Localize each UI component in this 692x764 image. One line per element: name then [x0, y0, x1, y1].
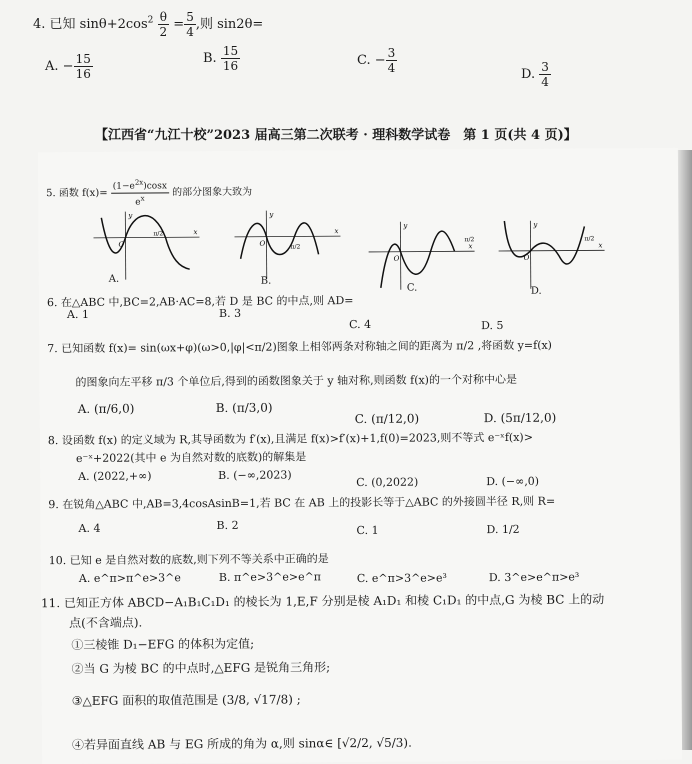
option-value: (π/3,0): [232, 401, 272, 415]
option-label: D.: [486, 475, 498, 488]
option-value: 1: [82, 308, 89, 321]
q5-graph-b: [234, 208, 344, 281]
option-label: B.: [218, 469, 230, 482]
q11-line2: 点(不含端点).: [69, 614, 142, 632]
q6-option-b: [219, 307, 241, 320]
page-footer: 【江西省“九江十校”2023 届高三第二次联考 · 理科数学试卷 第 1 页(共 4 页)】: [95, 124, 577, 143]
option-label: D.: [486, 523, 498, 536]
q8-line2: e⁻ˣ+2022(其中 e 为自然对数的底数)的解集是: [76, 448, 306, 466]
option-label: C.: [356, 476, 368, 489]
q10-option-a: [79, 571, 181, 585]
tick-label: π/2: [584, 235, 594, 242]
curve: [101, 215, 189, 269]
option-label: B.: [216, 401, 229, 415]
option-value: 1: [372, 524, 379, 537]
fraction: $\frac{15}{16}$: [74, 52, 93, 81]
page-2: [38, 148, 682, 764]
option-value: 5: [496, 319, 503, 332]
q11-line1: 11. 已知正方体 ABCD−A₁B₁C₁D₁ 的棱长为 1,E,F 分别是棱 A₁D₁ 和棱 C₁D₁ 的中点,G 为棱 BC 上的动: [41, 590, 604, 611]
tick-label: π/2: [153, 230, 163, 237]
option-value: e^π>π^e>3^e: [94, 571, 181, 585]
fraction: $\frac{3}{4}$: [539, 60, 551, 89]
option-label: A.: [45, 59, 59, 74]
q5-graph-c: [368, 219, 478, 292]
option-value: (π/6,0): [94, 402, 134, 416]
option-label: C.: [357, 572, 369, 585]
q4-option-d: [521, 60, 551, 89]
option-label: B.: [219, 307, 231, 320]
axis-x-label: x: [334, 227, 338, 235]
option-label: B.: [219, 571, 231, 584]
q9-option-d: [486, 523, 519, 536]
q4-stem-suffix: ,则 sin2θ=: [196, 17, 263, 32]
q7-option-a: [78, 402, 135, 416]
option-label: C.: [349, 318, 361, 331]
q7-option-d: [484, 411, 557, 426]
option-value: 4: [364, 318, 371, 331]
q5-label-d: D.: [531, 286, 542, 297]
q6-option-c: [349, 318, 371, 331]
q5-label-b: B.: [261, 276, 272, 287]
q11-item-3: ③△EFG 面积的取值范围是 (3/8, √17/8) ;: [72, 690, 301, 709]
option-value: 3: [234, 307, 241, 320]
q8-line1: 8. 设函数 f(x) 的定义域为 R,其导函数为 f′(x),且满足 f(x)>f′(x)+1,f(0)=2023,则不等式 e⁻ˣf(x)>: [48, 429, 533, 448]
q10-option-b: [219, 570, 321, 584]
q4-option-b: [203, 44, 240, 73]
tick-label: π/2: [464, 236, 474, 243]
curve: [240, 223, 318, 259]
q10-option-c: [357, 571, 447, 585]
option-value: 4: [93, 522, 100, 535]
option-value: 3^e>e^π>e³: [504, 570, 579, 584]
q8-option-d: [486, 475, 539, 488]
option-value: (2022,+∞): [93, 469, 152, 482]
axis-y-label: y: [532, 221, 538, 229]
option-value: (0,2022): [371, 476, 418, 489]
q9-option-b: [216, 519, 238, 532]
option-value: π^e>3^e>e^π: [234, 570, 321, 584]
fraction: $\frac{\theta}{2}$: [158, 10, 170, 39]
option-value: (π/12,0): [371, 412, 419, 426]
option-label: D.: [489, 571, 501, 584]
option-value: e^π>3^e>e³: [372, 571, 447, 585]
option-label: A.: [78, 522, 90, 535]
curve: [504, 220, 584, 264]
q8-option-c: [356, 476, 418, 489]
q10-option-d: [489, 570, 580, 584]
option-value: 1/2: [502, 523, 520, 536]
axis-y-label: y: [268, 211, 274, 219]
fraction: $\frac{5}{4}$: [184, 10, 196, 39]
x-axis: [499, 250, 605, 251]
q5-graph-d: [498, 218, 609, 291]
x-axis: [93, 237, 199, 238]
q5-label-c: C.: [407, 283, 418, 294]
axis-y-label: y: [402, 222, 408, 230]
q6-option-a: [67, 308, 89, 321]
q7-line1: 7. 已知函数 f(x)= sin(ωx+φ)(ω>0,|φ|<π/2)图象上相邻两条对称轴之间的距离为 π/2 ,将函数 y=f(x): [47, 337, 552, 357]
q7-line2: 的图象向左平移 π/3 个单位后,得到的函数图象关于 y 轴对称,则函数 f(x)的一个对称中心是: [75, 371, 517, 390]
q5-stem: 5. 函数 f(x)= $\frac{(1-e^{2x})\cos x}{e^x}$ 的部分图象大致为: [46, 177, 252, 209]
option-label: D.: [521, 67, 535, 82]
option-label: C.: [355, 412, 368, 426]
option-label: C.: [356, 524, 368, 537]
option-label: D.: [484, 411, 497, 425]
option-label: A.: [67, 308, 79, 321]
option-label: D.: [481, 319, 493, 332]
q4-stem-prefix: 4. 已知 sinθ+2cos: [33, 17, 148, 32]
origin-label: O: [118, 241, 124, 249]
axis-x-label: x: [193, 228, 197, 236]
option-label: A.: [79, 572, 91, 585]
origin-label: O: [524, 254, 530, 262]
fraction: $\frac{3}{4}$: [386, 46, 398, 75]
tick-label: π/2: [291, 243, 301, 250]
option-label: B.: [216, 519, 228, 532]
fraction: $\frac{15}{16}$: [221, 44, 240, 73]
q8-option-a: [78, 469, 152, 483]
fraction: $\frac{(1-e^{2x})\cos x}{e^x}$: [111, 177, 169, 208]
curve: [380, 231, 454, 288]
option-value: (−∞,0): [502, 475, 540, 488]
option-label: C.: [357, 53, 371, 68]
q9-option-c: [356, 524, 378, 537]
q7-option-b: [216, 401, 273, 415]
option-value: (−∞,2023): [233, 468, 292, 481]
option-label: A.: [78, 470, 90, 483]
q11-item-1: ①三棱锥 D₁−EFG 的体积为定值;: [71, 635, 254, 653]
q7-option-c: [355, 412, 420, 426]
q5-graph-a: [93, 209, 203, 282]
q4-option-c: C. − $\frac{3}{4}$: [357, 46, 397, 75]
q8-option-b: [218, 468, 292, 482]
q4-stem: 4. 已知 $\sin\theta+2\cos^2$ $\frac{\theta}{2}$ = $\frac{5}{4}$ ,则 sin2θ=: [33, 10, 263, 39]
option-value: (5π/12,0): [501, 411, 557, 425]
option-label: B.: [203, 51, 217, 66]
axis-x-label: x: [599, 241, 603, 249]
q6-stem: 6. 在△ABC 中,BC=2,AB·AC=8,若 D 是 BC 的中点,则 AD=: [47, 292, 354, 310]
origin-label: O: [394, 255, 400, 263]
axis-y-label: y: [127, 212, 133, 220]
q6-option-d: [481, 319, 504, 332]
x-axis: [234, 236, 340, 237]
x-axis: [369, 251, 475, 252]
q11-item-4: ④若异面直线 AB 与 EG 所成的角为 α,则 sinα∈ [√2/2, √5/3).: [72, 734, 412, 753]
q5-label-a: A.: [109, 274, 119, 285]
option-label: A.: [78, 402, 91, 416]
q10-stem: 10. 已知 e 是自然对数的底数,则下列不等关系中正确的是: [49, 550, 329, 568]
q11-item-2: ②当 G 为棱 BC 的中点时,△EFG 是锐角三角形;: [71, 658, 330, 677]
origin-label: O: [259, 240, 265, 248]
q9-option-a: [78, 522, 100, 535]
q9-stem: 9. 在锐角△ABC 中,AB=3,4cosAsinB=1,若 BC 在 AB 上的投影长等于△ABC 的外接圆半径 R,则 R=: [48, 493, 555, 513]
option-value: 2: [232, 519, 239, 532]
axis-x-label: x: [469, 242, 473, 250]
q4-option-a: A. − $\frac{15}{16}$: [45, 52, 93, 81]
